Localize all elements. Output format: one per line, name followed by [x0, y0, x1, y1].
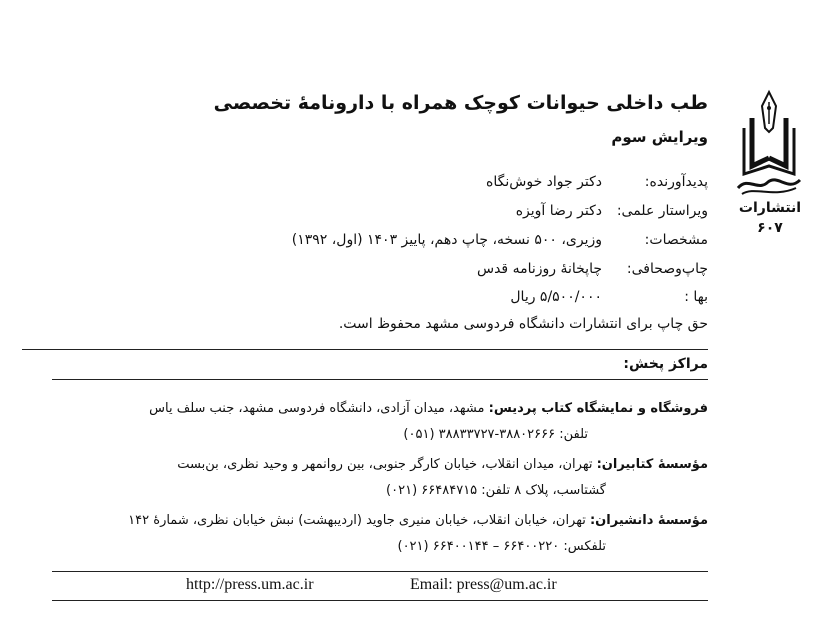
divider-heading [52, 379, 708, 380]
distribution-center-pardis [48, 396, 708, 448]
university-logo-emblem-icon [734, 88, 804, 200]
distribution-heading: مراکز پخش: [623, 356, 708, 372]
divider-top [22, 349, 708, 350]
meta-value-printing: چاپخانۀ روزنامه قدس [476, 261, 602, 277]
divider-footer-top [52, 571, 708, 572]
distribution-center-name: فروشگاه و نمایشگاه کتاب پردیس: [488, 401, 708, 416]
distribution-center-daneshiran [48, 508, 708, 560]
publisher-label: انتشارات [738, 200, 802, 216]
distribution-center-ketabiran [48, 452, 708, 504]
footer-email-link[interactable]: Email: press@um.ac.ir [410, 576, 557, 593]
distribution-center-phone: گشتاسب، پلاک ۸ تلفن: ۶۶۴۸۴۷۱۵ (۰۲۱) [386, 483, 606, 498]
copyright-notice: حق چاپ برای انتشارات دانشگاه فردوسی مشهد محفوظ است. [338, 316, 708, 332]
meta-label-author: پدیدآورنده: [644, 174, 708, 190]
distribution-center-line [48, 508, 708, 534]
book-edition: ویرایش سوم [611, 128, 708, 146]
meta-label-specs: مشخصات: [644, 232, 708, 248]
distribution-center-address: تهران، خیابان انقلاب، خیابان منیری جاوید (اردیبهشت) نبش خیابان نظری، شمارۀ ۱۴۲ [128, 513, 586, 528]
divider-footer-bottom [52, 600, 708, 601]
meta-value-author: دکتر جواد خوش‌نگاه [486, 174, 602, 190]
footer-website-link[interactable]: http://press.um.ac.ir [186, 576, 314, 593]
distribution-center-address: مشهد، میدان آزادی، دانشگاه فردوسی مشهد، جنب سلف یاس [149, 401, 485, 416]
meta-label-printing: چاپ‌وصحافی: [626, 261, 708, 277]
meta-label-editor: ویراستار علمی: [616, 203, 708, 219]
meta-label-price: بها : [684, 289, 708, 305]
distribution-center-line [48, 452, 708, 478]
meta-value-editor: دکتر رضا آویزه [515, 203, 602, 219]
distribution-center-line [48, 396, 708, 422]
distribution-center-phone: تلفکس: ۶۶۴۰۰۲۲۰ – ۶۶۴۰۰۱۴۴ (۰۲۱) [397, 539, 606, 554]
distribution-center-name: مؤسسۀ کتابیران: [596, 457, 708, 472]
distribution-center-phone: تلفن: ۳۸۸۰۲۶۶۶-۳۸۸۳۳۷۲۷ (۰۵۱) [403, 427, 588, 442]
meta-value-price: ۵/۵۰۰/۰۰۰ ریال [510, 289, 602, 305]
book-title: طب داخلی حیوانات کوچک همراه با دارونامۀ تخصصی [213, 92, 708, 114]
distribution-center-name: مؤسسۀ دانشیران: [589, 513, 708, 528]
meta-value-specs: وزیری، ۵۰۰ نسخه، چاپ دهم، پاییز ۱۴۰۳ (اول، ۱۳۹۲) [291, 232, 602, 248]
publisher-number: ۶۰۷ [757, 220, 783, 236]
distribution-center-address: تهران، میدان انقلاب، خیابان کارگر جنوبی، بین روانمهر و وحید نظری، بن‌بست [177, 457, 593, 472]
